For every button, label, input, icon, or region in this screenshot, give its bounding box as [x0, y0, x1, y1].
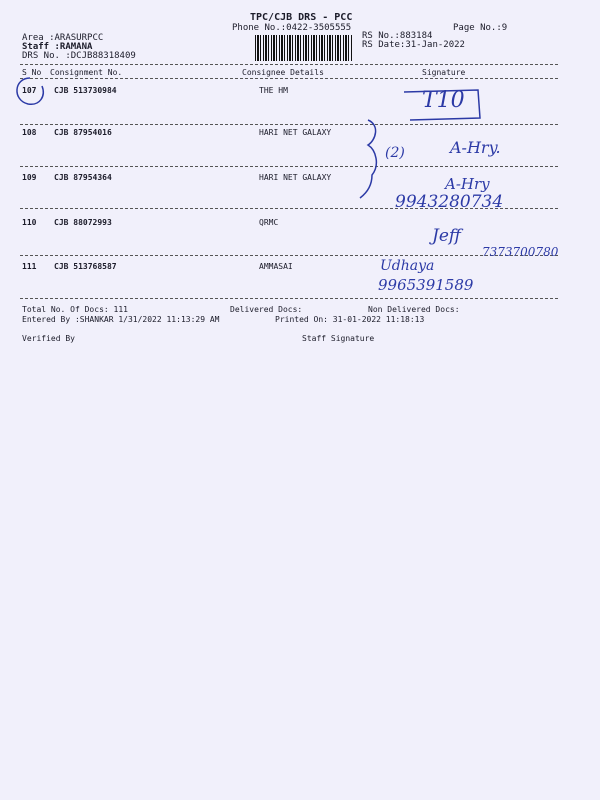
brace-mark: [360, 120, 376, 198]
row-sno: 110: [22, 218, 37, 227]
col-signature: Signature: [422, 68, 466, 77]
col-consignee: Consignee Details: [242, 68, 324, 77]
row-consignee: QRMC: [259, 218, 279, 227]
row-sno: 109: [22, 173, 37, 182]
total-docs: Total No. Of Docs: 111: [22, 305, 128, 314]
row-consignment: CJB 87954364: [54, 173, 112, 182]
row-consignee: HARI NET GALAXY: [259, 128, 332, 137]
signature-108-mark: (2): [385, 145, 405, 161]
row-consignee: HARI NET GALAXY: [259, 173, 332, 182]
row-consignment: CJB 513730984: [54, 86, 117, 95]
col-consignment: Consignment No.: [50, 68, 123, 77]
verified-by: Verified By: [22, 334, 75, 343]
area-field: Area :ARASURPCC: [22, 33, 104, 43]
signature-107: T10: [422, 88, 465, 113]
row-sno: 111: [22, 262, 37, 271]
row-consignment: CJB 87954016: [54, 128, 112, 137]
phone-110: 7373700780: [482, 245, 559, 259]
printed-on: Printed On: 31-01-2022 11:18:13: [275, 315, 425, 324]
staff-field: Staff :RAMANA: [22, 42, 93, 52]
row-consignee: THE HM: [259, 86, 288, 95]
col-sno: S No: [22, 68, 42, 77]
rs-date: RS Date:31-Jan-2022: [362, 40, 465, 50]
circle-mark: [17, 78, 43, 104]
phone-109: 9943280734: [395, 192, 504, 212]
signature-110: Jeff: [432, 226, 461, 246]
entered-by: Entered By :SHANKAR 1/31/2022 11:13:29 AM: [22, 315, 220, 324]
row-sno: 108: [22, 128, 37, 137]
row-consignment: CJB 88072993: [54, 218, 112, 227]
staff-signature: Staff Signature: [302, 334, 375, 343]
delivered-docs: Delivered Docs:: [230, 305, 303, 314]
document-title: TPC/CJB DRS - PCC: [250, 12, 353, 23]
page-number: Page No.:9: [453, 23, 508, 33]
signature-111: Udhaya: [380, 258, 435, 274]
row-sno: 107: [22, 86, 37, 95]
row-consignment: CJB 513768587: [54, 262, 117, 271]
rs-number: RS No.:883184: [362, 31, 433, 41]
phone-number: Phone No.:0422-3505555: [232, 23, 352, 33]
phone-111: 9965391589: [378, 276, 474, 294]
signature-108: A-Hry.: [450, 138, 501, 157]
signature-109: A-Hry: [445, 175, 490, 193]
row-consignee: AMMASAI: [259, 262, 293, 271]
non-delivered-docs: Non Delivered Docs:: [368, 305, 460, 314]
drs-number: DRS No. :DCJB88318409: [22, 51, 136, 61]
